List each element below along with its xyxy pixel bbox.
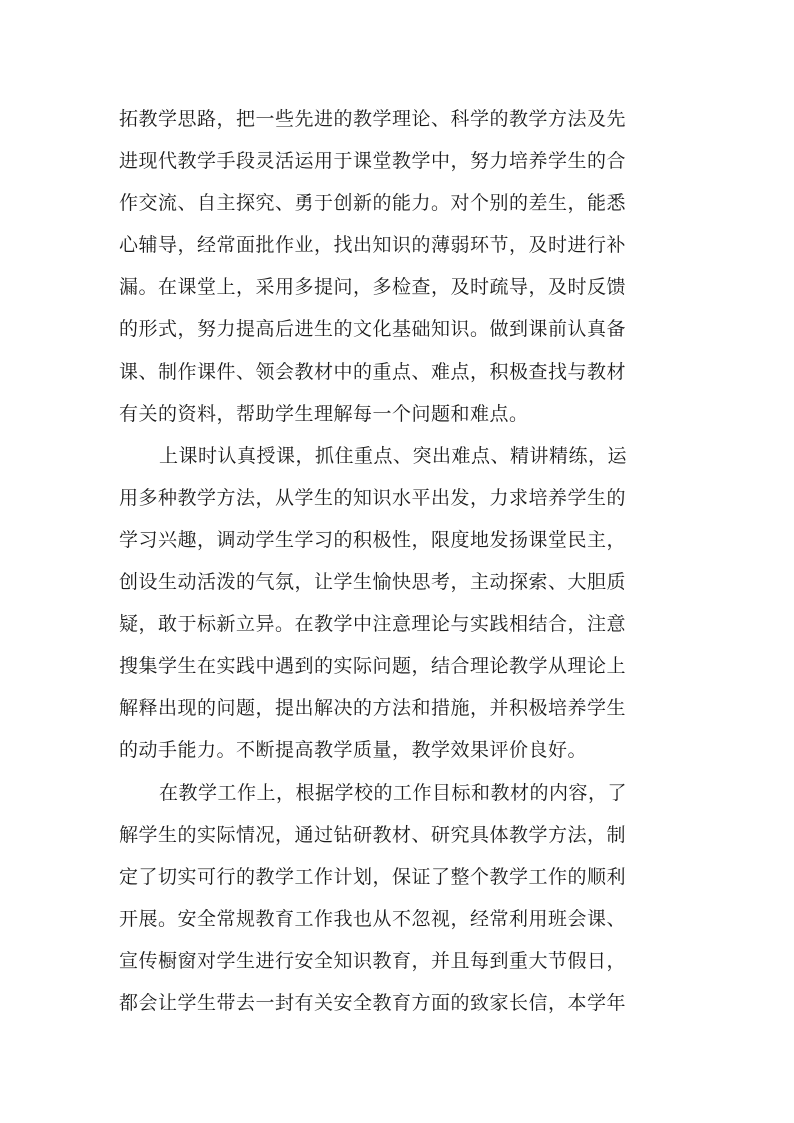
text-line: 心辅导，经常面批作业，找出知识的薄弱环节，及时进行补 — [119, 234, 627, 257]
text-line: 拓教学思路，把一些先进的教学理论、科学的教学方法及先 — [119, 108, 627, 130]
paragraph-first-line: 在教学工作上，根据学校的工作目标和教材的内容，了 — [159, 781, 628, 804]
text-line: 开展。安全常规教育工作我也从不忽视，经常利用班会课、 — [119, 907, 627, 930]
text-line: 创设生动活泼的气氛，让学生愉快思考，主动探索、大胆质 — [119, 571, 627, 594]
text-line: 有关的资料，帮助学生理解每一个问题和难点。 — [119, 402, 529, 425]
text-line: 学习兴趣，调动学生学习的积极性，限度地发扬课堂民主， — [119, 528, 627, 551]
text-line: 搜集学生在实践中遇到的实际问题，结合理论教学从理论上 — [119, 655, 627, 678]
text-line: 作交流、自主探究、勇于创新的能力。对个别的差生，能悉 — [119, 192, 627, 215]
text-line: 疑，敢于标新立异。在教学中注意理论与实践相结合，注意 — [119, 613, 627, 636]
text-line: 解释出现的问题，提出解决的方法和措施，并积极培养学生 — [119, 697, 627, 720]
text-line: 定了切实可行的教学工作计划，保证了整个教学工作的顺利 — [119, 865, 627, 888]
text-line: 解学生的实际情况，通过钻研教材、研究具体教学方法，制 — [119, 823, 627, 846]
paragraph-first-line: 上课时认真授课，抓住重点、突出难点、精讲精练，运 — [159, 444, 628, 467]
text-line: 用多种教学方法，从学生的知识水平出发，力求培养学生的 — [119, 486, 627, 509]
text-line: 宣传橱窗对学生进行安全知识教育，并且每到重大节假日， — [119, 949, 627, 972]
text-line: 的形式，努力提高后进生的文化基础知识。做到课前认真备 — [119, 318, 627, 341]
body-text — [119, 98, 689, 1024]
text-line: 漏。在课堂上，采用多提问，多检查，及时疏导，及时反馈 — [119, 276, 627, 299]
text-line: 进现代教学手段灵活运用于课堂教学中，努力培养学生的合 — [119, 150, 627, 173]
text-line: 课、制作课件、领会教材中的重点、难点，积极查找与教材 — [119, 360, 627, 383]
text-line: 都会让学生带去一封有关安全教育方面的致家长信，本学年 — [119, 991, 627, 1014]
text-line: 的动手能力。不断提高教学质量，教学效果评价良好。 — [119, 739, 588, 762]
